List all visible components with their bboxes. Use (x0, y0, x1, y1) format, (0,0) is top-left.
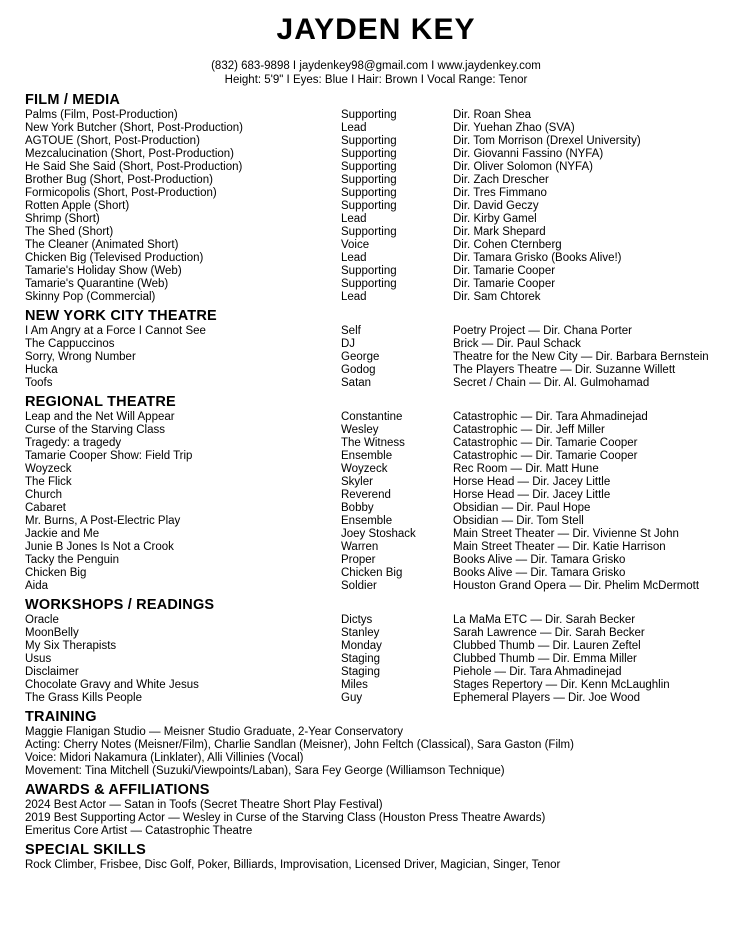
credit-role: Bobby (341, 502, 374, 514)
credit-company: Obsidian — Dir. Tom Stell (453, 515, 584, 527)
credit-title: Toofs (25, 377, 53, 389)
credit-row (25, 377, 740, 390)
credit-role: Supporting (341, 265, 397, 277)
credit-company: Clubbed Thumb — Dir. Lauren Zeftel (453, 640, 641, 652)
text-line: Emeritus Core Artist — Catastrophic Theatre (25, 825, 253, 837)
credit-role: DJ (341, 338, 356, 350)
credit-title: Tamarie's Holiday Show (Web) (25, 265, 182, 277)
credit-title: Aida (25, 580, 49, 592)
credit-title: Hucka (25, 364, 58, 376)
credit-role: Supporting (341, 148, 397, 160)
credit-title: Sorry, Wrong Number (25, 351, 136, 363)
credit-company: Dir. Kirby Gamel (453, 213, 537, 225)
credit-company: Dir. Mark Shepard (453, 226, 546, 238)
text-line: 2024 Best Actor — Satan in Toofs (Secret Theatre Short Play Festival) (25, 799, 383, 811)
credit-title: Oracle (25, 614, 59, 626)
credit-row (25, 213, 740, 226)
credit-role: Supporting (341, 109, 397, 121)
text-line: Maggie Flanigan Studio — Meisner Studio Graduate, 2-Year Conservatory (25, 726, 404, 738)
credit-role: Lead (341, 122, 367, 134)
credit-row (25, 265, 740, 278)
credit-company: La MaMa ETC — Dir. Sarah Becker (453, 614, 636, 626)
credit-row (25, 476, 740, 489)
credit-row (25, 200, 740, 213)
credit-row (25, 239, 740, 252)
credit-title: Shrimp (Short) (25, 213, 100, 225)
credit-company: Dir. Yuehan Zhao (SVA) (453, 122, 575, 134)
credit-title: He Said She Said (Short, Post-Production) (25, 161, 243, 173)
credit-role: Skyler (341, 476, 373, 488)
credit-company: Horse Head — Dir. Jacey Little (453, 489, 611, 501)
credit-role: Proper (341, 554, 376, 566)
section-awards (25, 782, 740, 838)
text-lines (25, 726, 740, 778)
credit-row (25, 226, 740, 239)
credit-company: Sarah Lawrence — Dir. Sarah Becker (453, 627, 645, 639)
credit-row (25, 528, 740, 541)
credit-company: Dir. Oliver Solomon (NYFA) (453, 161, 593, 173)
credit-role: Lead (341, 291, 367, 303)
credit-role: Supporting (341, 174, 397, 186)
credit-role: Wesley (341, 424, 379, 436)
credit-role: Chicken Big (341, 567, 403, 579)
credit-title: Jackie and Me (25, 528, 100, 540)
section-title: SPECIAL SKILLS (25, 842, 146, 858)
credit-role: Staging (341, 666, 381, 678)
credit-role: Voice (341, 239, 370, 251)
credit-company: Ephemeral Players — Dir. Joe Wood (453, 692, 641, 704)
credit-title: The Shed (Short) (25, 226, 114, 238)
credit-company: Horse Head — Dir. Jacey Little (453, 476, 611, 488)
credit-title: The Flick (25, 476, 72, 488)
credit-title: Formicopolis (Short, Post-Production) (25, 187, 217, 199)
credit-title: Palms (Film, Post-Production) (25, 109, 178, 121)
credit-company: Dir. Tres Fimmano (453, 187, 547, 199)
credit-role: Woyzeck (341, 463, 388, 475)
credit-company: Dir. Tom Morrison (Drexel University) (453, 135, 641, 147)
contact-block (0, 59, 752, 87)
credit-title: Tragedy: a tragedy (25, 437, 122, 449)
credit-role: Stanley (341, 627, 380, 639)
credit-title: Cabaret (25, 502, 66, 514)
credit-title: The Grass Kills People (25, 692, 142, 704)
credit-title: Disclaimer (25, 666, 79, 678)
credit-row (25, 489, 740, 502)
credit-row (25, 580, 740, 593)
stats-line: Height: 5'9" I Eyes: Blue I Hair: Brown I Vocal Range: Tenor (224, 74, 528, 86)
credit-table (25, 325, 740, 390)
credit-title: New York Butcher (Short, Post-Production) (25, 122, 243, 134)
credit-company: Theatre for the New City — Dir. Barbara Bernstein (453, 351, 709, 363)
credit-title: Curse of the Starving Class (25, 424, 165, 436)
credit-row (25, 450, 740, 463)
credit-title: Tamarie's Quarantine (Web) (25, 278, 169, 290)
credit-role: Satan (341, 377, 372, 389)
credit-row (25, 627, 740, 640)
text-line: Rock Climber, Frisbee, Disc Golf, Poker, Billiards, Improvisation, Licensed Driver, Magician, Singer, Tenor (25, 859, 561, 871)
credit-table (25, 109, 740, 304)
section-title: NEW YORK CITY THEATRE (25, 308, 217, 324)
credit-company: Dir. David Geczy (453, 200, 539, 212)
credit-row (25, 291, 740, 304)
credit-row (25, 502, 740, 515)
credit-company: Secret / Chain — Dir. Al. Gulmohamad (453, 377, 650, 389)
credit-company: Dir. Roan Shea (453, 109, 531, 121)
credit-table (25, 411, 740, 593)
credit-title: Tamarie Cooper Show: Field Trip (25, 450, 193, 462)
credit-title: AGTOUE (Short, Post-Production) (25, 135, 200, 147)
credit-row (25, 109, 740, 122)
credit-title: The Cleaner (Animated Short) (25, 239, 179, 251)
text-line: Voice: Midori Nakamura (Linklater), Alli Villinies (Vocal) (25, 752, 304, 764)
credit-role: Reverend (341, 489, 391, 501)
section-regional-theatre (25, 394, 740, 593)
credit-row (25, 187, 740, 200)
credit-title: Skinny Pop (Commercial) (25, 291, 156, 303)
credit-company: Rec Room — Dir. Matt Hune (453, 463, 599, 475)
contact-line: (832) 683-9898 I jaydenkey98@gmail.com I www.jaydenkey.com (211, 60, 541, 72)
credit-title: Chocolate Gravy and White Jesus (25, 679, 199, 691)
credit-title: Church (25, 489, 63, 501)
credit-row (25, 640, 740, 653)
credit-title: The Cappuccinos (25, 338, 115, 350)
credit-row (25, 424, 740, 437)
credit-company: Books Alive — Dir. Tamara Grisko (453, 554, 626, 566)
credit-company: Dir. Zach Drescher (453, 174, 549, 186)
credit-company: Main Street Theater — Dir. Katie Harrison (453, 541, 666, 553)
credit-role: Staging (341, 653, 381, 665)
credit-row (25, 278, 740, 291)
credit-title: Leap and the Net Will Appear (25, 411, 175, 423)
credit-row (25, 364, 740, 377)
credit-table (25, 614, 740, 705)
text-line: Acting: Cherry Notes (Meisner/Film), Charlie Sandlan (Meisner), John Feltch (Classical), Sara Gaston (Film) (25, 739, 574, 751)
credit-row (25, 515, 740, 528)
credit-company: Dir. Tamara Grisko (Books Alive!) (453, 252, 622, 264)
credit-role: The Witness (341, 437, 405, 449)
credit-role: Miles (341, 679, 368, 691)
credit-company: The Players Theatre — Dir. Suzanne Willett (453, 364, 676, 376)
credit-company: Poetry Project — Dir. Chana Porter (453, 325, 632, 337)
credit-company: Catastrophic — Dir. Tamarie Cooper (453, 450, 638, 462)
section-film (25, 92, 740, 304)
credit-row (25, 463, 740, 476)
credit-title: I Am Angry at a Force I Cannot See (25, 325, 206, 337)
credit-role: Self (341, 325, 361, 337)
credit-role: Lead (341, 213, 367, 225)
credit-company: Brick — Dir. Paul Schack (453, 338, 581, 350)
credit-role: Supporting (341, 226, 397, 238)
credit-row (25, 666, 740, 679)
text-line: Movement: Tina Mitchell (Suzuki/Viewpoints/Laban), Sara Fey George (Williamson Technique) (25, 765, 505, 777)
credit-role: Soldier (341, 580, 377, 592)
credit-row (25, 148, 740, 161)
credit-role: Supporting (341, 161, 397, 173)
credit-row (25, 692, 740, 705)
credit-title: Tacky the Penguin (25, 554, 119, 566)
section-title: FILM / MEDIA (25, 92, 121, 108)
credit-row (25, 122, 740, 135)
credit-company: Main Street Theater — Dir. Vivienne St John (453, 528, 679, 540)
section-workshops (25, 597, 740, 705)
credit-title: Junie B Jones Is Not a Crook (25, 541, 174, 553)
credit-role: Supporting (341, 278, 397, 290)
credit-row (25, 653, 740, 666)
credit-company: Dir. Tamarie Cooper (453, 278, 556, 290)
credit-row (25, 437, 740, 450)
section-nyc-theatre (25, 308, 740, 390)
credit-company: Dir. Cohen Cternberg (453, 239, 562, 251)
section-title: REGIONAL THEATRE (25, 394, 176, 410)
credit-row (25, 554, 740, 567)
credit-company: Stages Repertory — Dir. Kenn McLaughlin (453, 679, 670, 691)
text-lines (25, 859, 740, 872)
credit-row (25, 252, 740, 265)
credit-role: Supporting (341, 200, 397, 212)
credit-company: Piehole — Dir. Tara Ahmadinejad (453, 666, 622, 678)
credit-row (25, 411, 740, 424)
credit-role: Constantine (341, 411, 403, 423)
credit-row (25, 338, 740, 351)
credit-company: Dir. Sam Chtorek (453, 291, 541, 303)
credit-role: Ensemble (341, 450, 393, 462)
credit-role: Warren (341, 541, 379, 553)
credit-row (25, 135, 740, 148)
credit-role: Dictys (341, 614, 373, 626)
credit-row (25, 614, 740, 627)
section-training (25, 709, 740, 778)
credit-company: Dir. Giovanni Fassino (NYFA) (453, 148, 604, 160)
credit-title: Brother Bug (Short, Post-Production) (25, 174, 213, 186)
text-lines (25, 799, 740, 838)
text-line: 2019 Best Supporting Actor — Wesley in Curse of the Starving Class (Houston Press Theatre Awards) (25, 812, 546, 824)
credit-company: Catastrophic — Dir. Tamarie Cooper (453, 437, 638, 449)
credit-role: Monday (341, 640, 382, 652)
credit-title: Chicken Big (25, 567, 87, 579)
credit-row (25, 541, 740, 554)
credit-role: Lead (341, 252, 367, 264)
credit-company: Catastrophic — Dir. Tara Ahmadinejad (453, 411, 648, 423)
resume-content (25, 92, 740, 876)
section-title: TRAINING (25, 709, 97, 725)
credit-role: Godog (341, 364, 376, 376)
credit-company: Dir. Tamarie Cooper (453, 265, 556, 277)
credit-title: Mr. Burns, A Post-Electric Play (25, 515, 181, 527)
credit-title: My Six Therapists (25, 640, 117, 652)
credit-role: George (341, 351, 380, 363)
credit-title: Woyzeck (25, 463, 72, 475)
credit-row (25, 679, 740, 692)
credit-row (25, 351, 740, 364)
credit-row (25, 161, 740, 174)
credit-role: Joey Stoshack (341, 528, 416, 540)
section-skills (25, 842, 740, 872)
credit-company: Books Alive — Dir. Tamara Grisko (453, 567, 626, 579)
credit-title: Rotten Apple (Short) (25, 200, 130, 212)
credit-role: Ensemble (341, 515, 393, 527)
actor-name: JAYDEN KEY (276, 13, 476, 46)
credit-role: Guy (341, 692, 363, 704)
credit-title: Chicken Big (Televised Production) (25, 252, 204, 264)
credit-role: Supporting (341, 135, 397, 147)
credit-company: Houston Grand Opera — Dir. Phelim McDermott (453, 580, 700, 592)
credit-row (25, 567, 740, 580)
credit-company: Clubbed Thumb — Dir. Emma Miller (453, 653, 637, 665)
section-title: WORKSHOPS / READINGS (25, 597, 215, 613)
credit-title: Mezcalucination (Short, Post-Production) (25, 148, 235, 160)
credit-role: Supporting (341, 187, 397, 199)
credit-title: Usus (25, 653, 52, 665)
credit-row (25, 174, 740, 187)
credit-row (25, 325, 740, 338)
credit-company: Obsidian — Dir. Paul Hope (453, 502, 591, 514)
credit-company: Catastrophic — Dir. Jeff Miller (453, 424, 605, 436)
credit-title: MoonBelly (25, 627, 79, 639)
section-title: AWARDS & AFFILIATIONS (25, 782, 210, 798)
